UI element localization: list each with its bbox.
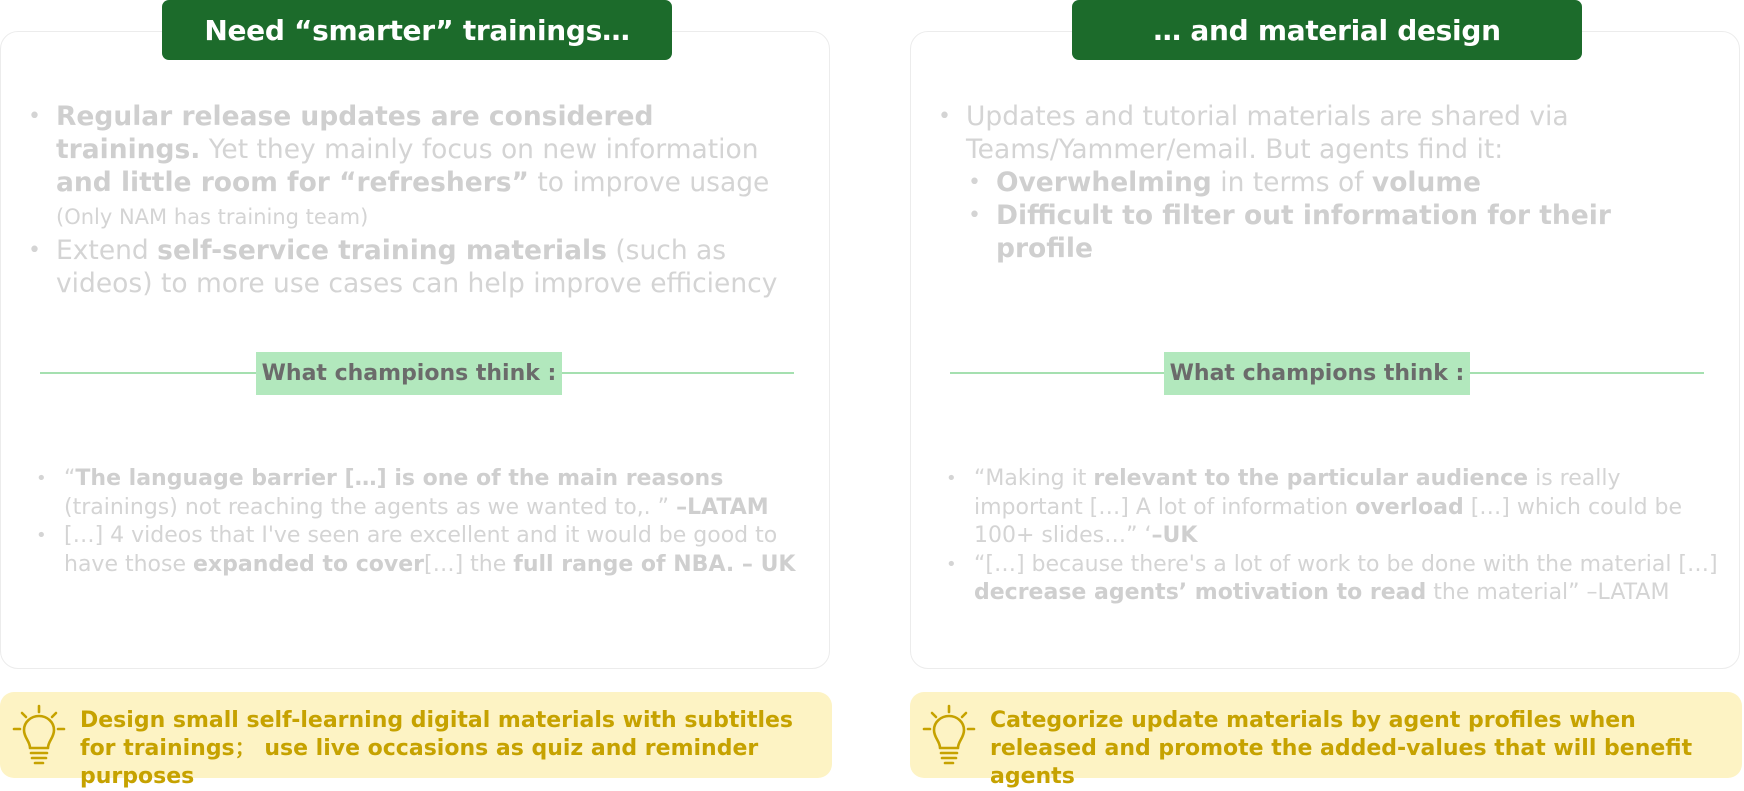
list-item: • Updates and tutorial materials are shared via Teams/Yammer/email. But agents find it: • Overwhelming in terms of volume • Difficult to filter out information for their profile	[936, 100, 1716, 265]
left-quotes-list	[34, 465, 810, 579]
list-item: • Extend self-service training materials (such as videos) to more use cases can help improve efficiency	[26, 234, 806, 300]
champions-label: What champions think :	[1164, 352, 1470, 395]
left-intro-list	[26, 100, 806, 300]
list-item: • Regular release updates are considered trainings. Yet they mainly focus on new information and little room for “refreshers” to improve usage (Only NAM has training team)	[26, 100, 806, 234]
left-panel	[0, 0, 832, 789]
champions-label: What champions think :	[256, 352, 562, 395]
right-quotes-list	[944, 465, 1720, 608]
quote-item: • “The language barrier […] is one of the main reasons (trainings) not reaching the agents as we wanted to,. ” –LATAM	[34, 465, 810, 522]
sub-list	[966, 166, 1716, 265]
lightbulb-icon	[920, 704, 978, 768]
left-recommendation-box	[0, 692, 832, 789]
recommendation-text: Categorize update materials by agent profiles when released and promote the added-values that will benefit agents	[990, 708, 1693, 789]
right-recommendation-box	[910, 692, 1742, 789]
sub-list-item: • Overwhelming in terms of volume	[966, 166, 1716, 199]
right-intro-list	[936, 100, 1716, 265]
quote-item: • “Making it relevant to the particular audience is really important […] A lot of information overload […] which could be 100+ slides…” ‘–UK	[944, 465, 1720, 551]
quote-item: • “[…] because there's a lot of work to be done with the material […] decrease agents’ motivation to read the material” –LATAM	[944, 551, 1720, 608]
right-banner-title: … and material design	[1072, 0, 1582, 60]
right-panel	[910, 0, 1742, 789]
recommendation-text: Design small self-learning digital materials with subtitles for trainings； use live occasions as quiz and reminder purposes	[80, 708, 794, 789]
left-banner-title: Need “smarter” trainings…	[162, 0, 672, 60]
sub-list-item: • Difficult to filter out information for their profile	[966, 199, 1716, 265]
quote-item: • […] 4 videos that I've seen are excellent and it would be good to have those expanded to cover[…] the full range of NBA. – UK	[34, 522, 810, 579]
lightbulb-icon	[10, 704, 68, 768]
